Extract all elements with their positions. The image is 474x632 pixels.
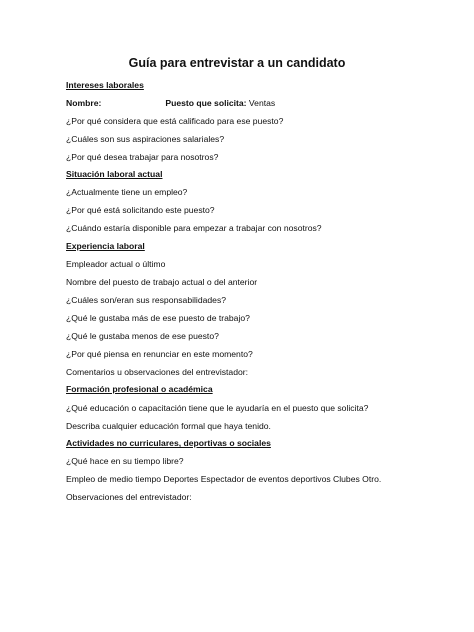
question-line: Empleador actual o último — [66, 259, 166, 269]
question-line: ¿Por qué está solicitando este puesto? — [66, 205, 215, 215]
question-line: Observaciones del entrevistador: — [66, 492, 192, 502]
question-line: ¿Actualmente tiene un empleo? — [66, 187, 188, 197]
question-line: ¿Por qué desea trabajar para nosotros? — [66, 152, 219, 162]
section-heading-intereses-laborales: Intereses laborales — [66, 80, 144, 90]
question-line: Describa cualquier educación formal que haya tenido. — [66, 421, 271, 431]
question-line: Empleo de medio tiempo Deportes Espectador de eventos deportivos Clubes Otro. — [66, 474, 382, 484]
question-line: ¿Qué le gustaba menos de ese puesto? — [66, 331, 219, 341]
question-line: ¿Cuáles son sus aspiraciones salariales? — [66, 134, 225, 144]
name-position-row — [66, 98, 275, 109]
question-line: ¿Qué educación o capacitación tiene que le ayudaría en el puesto que solicita? — [66, 403, 369, 413]
section-heading-actividades: Actividades no curriculares, deportivas o sociales — [66, 438, 271, 448]
position-label: Puesto que solicita: — [165, 98, 247, 108]
question-line: ¿Cuáles son/eran sus responsabilidades? — [66, 295, 227, 305]
position-value: Ventas — [248, 98, 276, 108]
section-heading-formacion: Formación profesional o académica — [66, 384, 213, 394]
question-line: Nombre del puesto de trabajo actual o del anterior — [66, 277, 258, 287]
question-line: ¿Qué hace en su tiempo libre? — [66, 456, 184, 466]
section-heading-experiencia-laboral: Experiencia laboral — [66, 241, 145, 251]
name-label: Nombre: — [66, 98, 102, 108]
question-line: ¿Cuándo estaría disponible para empezar a trabajar con nosotros? — [66, 223, 322, 233]
question-line: ¿Por qué piensa en renunciar en este momento? — [66, 349, 253, 359]
question-line: ¿Qué le gustaba más de ese puesto de trabajo? — [66, 313, 250, 323]
document-title: Guía para entrevistar a un candidato — [128, 56, 346, 70]
question-line: Comentarios u observaciones del entrevistador: — [66, 367, 248, 377]
question-line: ¿Por qué considera que está calificado para ese puesto? — [66, 116, 284, 126]
section-heading-situacion-laboral: Situación laboral actual — [66, 169, 163, 179]
